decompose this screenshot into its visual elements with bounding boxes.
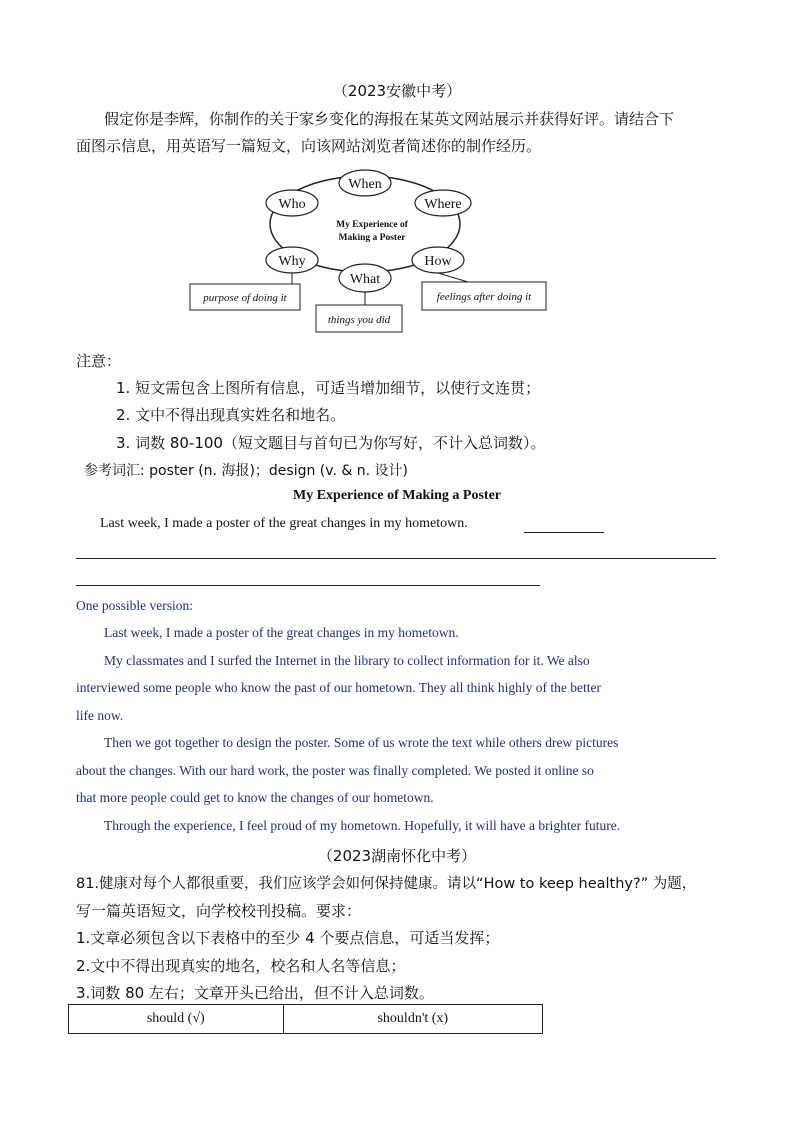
note-purpose-text: purpose of doing it [203, 292, 287, 304]
notice-item-3: 3. 词数 80-100（短文题目与首句已为你写好，不计入总词数）。 [116, 434, 546, 452]
answer-line-4: life now. [76, 708, 124, 723]
connector-how [438, 273, 468, 282]
node-where-label: Where [424, 197, 462, 212]
note-things-text: things you did [327, 314, 391, 326]
answer-blank-inline [524, 532, 604, 533]
center-title-line-2: Making a Poster [338, 233, 406, 243]
requirement-2: 2.文中不得出现真实的地名，校名和人名等信息； [76, 957, 406, 975]
mind-map-diagram [170, 162, 580, 342]
answer-line-1: Last week, I made a poster of the great changes in my hometown. [104, 625, 459, 640]
node-when-label: When [348, 177, 382, 192]
answer-line-6: about the changes. With our hard work, the poster was finally completed. We posted it online so [76, 763, 594, 778]
answer-line-3: interviewed some people who know the past of our hometown. They all think highly of the better [76, 680, 602, 695]
prompt-line-2: 面图示信息，用英语写一篇短文，向该网站浏览者简述你的制作经历。 [76, 137, 542, 155]
table-header-row [69, 1005, 543, 1034]
node-who-label: Who [278, 197, 306, 212]
source-label-anhui: （2023安徽中考） [332, 82, 462, 100]
notice-item-1: 1. 短文需包含上图所有信息，可适当增加细节，以使行文连贯； [116, 379, 541, 397]
answer-line-8: Through the experience, I feel proud of my hometown. Hopefully, it will have a brighter future. [104, 818, 621, 833]
prompt-81-line-2: 写一篇英语短文，向学校校刊投稿。要求： [76, 902, 362, 920]
node-how-label: How [424, 254, 452, 269]
answer-line-5: Then we got together to design the poster. Some of us wrote the text while others drew pictures [104, 735, 619, 750]
version-label: One possible version: [76, 598, 193, 613]
reference-vocabulary: 参考词汇: poster (n. 海报)；design (v. & n. 设计) [84, 463, 408, 479]
requirement-1: 1.文章必须包含以下表格中的至少 4 个要点信息，可适当发挥； [76, 929, 500, 947]
answer-blank-line-1 [76, 558, 716, 559]
source-label-huaihua: （2023湖南怀化中考） [317, 847, 477, 865]
answer-line-2: My classmates and I surfed the Internet in the library to collect information for it. We also [104, 653, 590, 668]
node-what-label: What [349, 272, 381, 287]
note-feelings-text: feelings after doing it [436, 291, 532, 303]
requirement-3: 3.词数 80 左右；文章开头已给出，但不计入总词数。 [76, 984, 434, 1002]
should-shouldnt-table [68, 1004, 543, 1034]
essay-first-sentence: Last week, I made a poster of the great changes in my hometown. [100, 516, 468, 531]
answer-blank-line-2 [76, 585, 540, 586]
notice-item-2: 2. 文中不得出现真实姓名和地名。 [116, 406, 346, 424]
answer-line-7: that more people could get to know the changes of our hometown. [76, 790, 434, 805]
prompt-81-line-1: 81.健康对每个人都很重要，我们应该学会如何保持健康。请以“How to keep healthy?” 为题， [76, 876, 697, 892]
notice-label: 注意： [76, 352, 122, 370]
table-header-shouldnt: shouldn't (x) [283, 1005, 542, 1034]
table-header-should: should (√) [69, 1005, 284, 1034]
prompt-line-1: 假定你是李辉，你制作的关于家乡变化的海报在某英文网站展示并获得好评。请结合下 [104, 110, 675, 128]
mind-map-svg [170, 162, 580, 342]
center-title-line-1: My Experience of [336, 220, 408, 230]
node-why-label: Why [278, 254, 306, 269]
essay-title: My Experience of Making a Poster [292, 488, 501, 503]
